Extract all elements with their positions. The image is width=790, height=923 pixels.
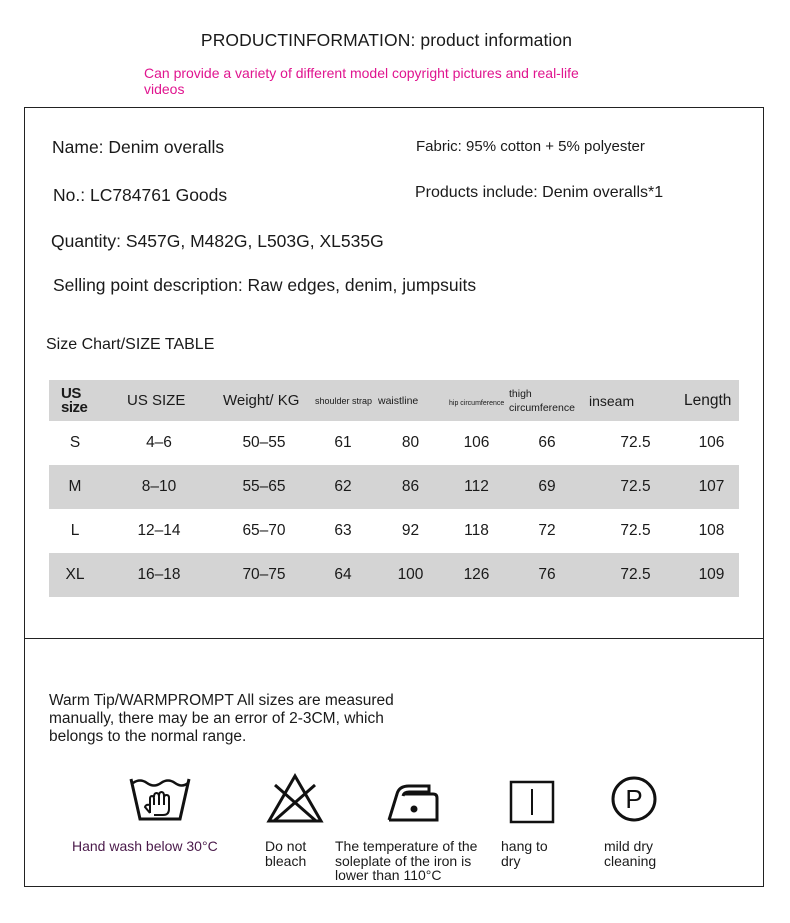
- cell: 50–55: [242, 434, 286, 451]
- cell: 72.5: [620, 522, 651, 539]
- cell: 109: [684, 553, 739, 597]
- size-table: [49, 380, 739, 597]
- cell: 62: [311, 465, 375, 509]
- us-size-logo: US size: [49, 380, 101, 421]
- header-hip: hip circumference: [446, 380, 507, 421]
- header-length: Length: [684, 380, 739, 421]
- cell: 112: [446, 465, 507, 509]
- dry-clean-label: mild dry cleaning: [604, 838, 657, 869]
- dry-clean-icon: [610, 775, 658, 823]
- no-bleach-icon: [266, 773, 324, 825]
- cell: 63: [334, 522, 352, 539]
- size-row-m: [49, 465, 739, 509]
- cell: 76: [507, 553, 587, 597]
- cell: M: [49, 465, 101, 509]
- header-weight: Weight/ KG: [217, 380, 311, 421]
- cell: 106: [698, 434, 725, 451]
- iron-low-temp-icon: [385, 778, 441, 824]
- cell: 70–75: [217, 553, 311, 597]
- header-us-size: US SIZE: [101, 380, 217, 421]
- cell: 64: [311, 553, 375, 597]
- no-bleach-label: Do not bleach: [265, 838, 307, 869]
- dry-clean-symbol: P: [625, 784, 643, 814]
- cell: 12–14: [137, 522, 181, 539]
- cell: 55–65: [217, 465, 311, 509]
- cell: 92: [401, 522, 420, 539]
- hand-wash-label: Hand wash below 30°C: [72, 838, 218, 854]
- size-chart-title: Size Chart/SIZE TABLE: [46, 336, 215, 353]
- product-name: Name: Denim overalls: [52, 137, 225, 157]
- cell: 107: [684, 465, 739, 509]
- cell: 118: [464, 522, 489, 539]
- size-row-l: [49, 509, 739, 553]
- selling-point: Selling point description: Raw edges, denim, jumpsuits: [53, 275, 477, 295]
- cell: 65–70: [242, 522, 286, 539]
- cell: 72.5: [587, 553, 684, 597]
- cell: 8–10: [101, 465, 217, 509]
- header-thigh: thigh circumference: [507, 380, 587, 421]
- cell: 106: [463, 434, 490, 451]
- cell: 61: [334, 434, 352, 451]
- cell: 80: [401, 434, 420, 451]
- iron-label: The temperature of the soleplate of the iron is lower than 110°C: [335, 838, 478, 883]
- cell: 72.5: [620, 434, 651, 451]
- hand-wash-icon: [128, 775, 192, 825]
- cell: 66: [538, 434, 556, 451]
- cell: 16–18: [101, 553, 217, 597]
- cell: 86: [375, 465, 446, 509]
- page-title: PRODUCTINFORMATION: product information: [200, 30, 573, 50]
- size-row-s: [49, 421, 739, 465]
- product-fabric: Fabric: 95% cotton + 5% polyester: [416, 138, 645, 155]
- header-inseam: inseam: [587, 380, 684, 421]
- cell: 72: [538, 522, 556, 539]
- cell: 126: [446, 553, 507, 597]
- cell: 72.5: [587, 465, 684, 509]
- warm-tip: Warm Tip/WARMPROMPT All sizes are measured manually, there may be an error of 2-3CM, which belongs to the normal range.: [49, 692, 394, 745]
- size-table-header: [49, 380, 739, 421]
- header-shoulder-strap: shoulder strap: [311, 380, 375, 421]
- product-quantity: Quantity: S457G, M482G, L503G, XL535G: [51, 231, 384, 251]
- header-waistline: waistline: [375, 380, 446, 421]
- size-row-xl: [49, 553, 739, 597]
- cell: 69: [507, 465, 587, 509]
- product-number: No.: LC784761 Goods: [53, 185, 228, 205]
- cell: S: [69, 434, 81, 451]
- cell: 4–6: [146, 434, 172, 451]
- cell: 100: [375, 553, 446, 597]
- cell: XL: [49, 553, 101, 597]
- cell: L: [70, 522, 80, 539]
- copyright-notice: Can provide a variety of different model copyright pictures and real-life videos: [144, 65, 579, 97]
- hang-dry-icon: [509, 780, 555, 824]
- product-includes: Products include: Denim overalls*1: [415, 184, 664, 201]
- cell: 108: [698, 522, 725, 539]
- hang-dry-label: hang to dry: [501, 838, 548, 869]
